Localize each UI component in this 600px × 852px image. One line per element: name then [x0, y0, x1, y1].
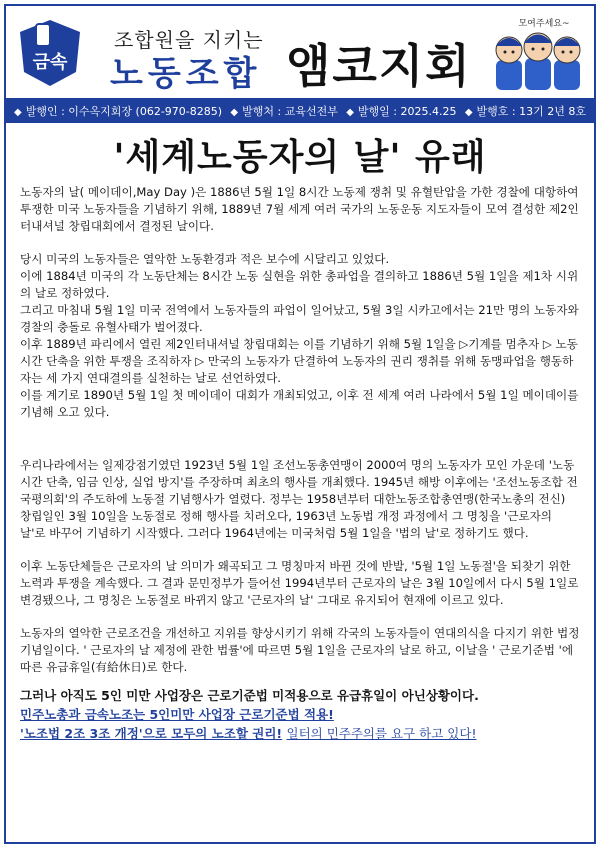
closing-line-3-plain: 일터의 민주주의를 요구 하고 있다! [286, 726, 477, 741]
publisher-info: ◆ 발행인 : 이수옥지회장 (062-970-8285) [14, 105, 223, 118]
paragraph-korea: 우리나라에서는 일제강점기였던 1923년 5월 1일 조선노동총연맹이 2000여 명의 노동자가 모인 가운데 '노동시간 단축, 임금 인상, 실업 방지'를 주장하며 최초의 행사를 개최했다. 1945년 해방 이후에는 '조선노동조합 전국평의회'의 주도하에 노동절 기념행사가 열렸다. 정부는 1958년부터 대한노동조합총연맹(한국노총의 전신) 창립일인 3월 10일을 노동절로 정해 행사를 치러오다, 1963년 노동법 개정 과정에서 그 명칭을 '근로자의 날'로 바꾸어 기념하기 시작했다. 그러다 1964년에는 미국처럼 5월 1일을 '법의 날'로 정하기도 했다. [20, 458, 578, 540]
paragraph-legal: 노동자의 열악한 근로조건을 개선하고 지위를 향상시키기 위해 각국의 노동자들이 연대의식을 다지기 위한 법정기념일이다. ' 근로자의 날 제정에 관한 법률'에 따르면 5월 1일을 근로자의 날로 하고, 이날을 ' 근로기준법 '에 따른 유급휴일(有給休日)로 한다. [20, 626, 580, 674]
mascot-caption: 모여주세요~ [518, 19, 570, 29]
article-title: '세계노동자의 날' 유래 [113, 137, 487, 178]
office-info: ◆ 발행처 : 교육선전부 [230, 105, 338, 118]
publication-info-bar [6, 99, 594, 123]
closing-line-2: 민주노총과 금속노조는 5인미만 사업장 근로기준법 적용! [20, 707, 334, 722]
diamond-icon: ◆ [464, 107, 473, 118]
logo-text: 금속 [32, 52, 68, 73]
paragraph-history-4: 이후 1889년 파리에서 열린 제2인터내셔널 창립대회는 이를 기념하기 위해 5월 1일을 ▷기계를 멈추자 ▷ 노동시간 단축을 위한 투쟁을 조직하자 ▷ 만국의 노동자가 단결하여 노동자의 권리 쟁취를 위해 동맹파업을 행동하자는 세 가지 연대결의를 실천하는 날로 선언하였다. [20, 337, 578, 385]
paragraph-history-3: 그리고 마침내 5월 1일 미국 전역에서 노동자들의 파업이 일어났고, 5월 3일 시카고에서는 21만 명의 노동자와 경찰의 충돌로 유혈사태가 벌어졌다. [20, 303, 579, 334]
date-info: ◆ 발행일 : 2025.4.25 [346, 105, 457, 118]
closing-line-3-bold: '노조법 2조 3조 개정'으로 모두의 노조할 권리! [20, 726, 283, 741]
closing-line-1: 그러나 아직도 5인 미만 사업장은 근로기준법 미적용으로 유급휴일이 아닌상황이다. [20, 688, 479, 703]
issue-info: ◆ 발행호 : 13기 2년 8호 [464, 105, 586, 118]
paragraph-history-2: 이에 1884년 미국의 각 노동단체는 8시간 노동 실현을 위한 총파업을 결의하고 1886년 5월 1일을 제1차 시위의 날로 정하였다. [20, 269, 579, 300]
diamond-icon: ◆ [346, 107, 354, 118]
newsletter-page [4, 4, 596, 844]
paragraph-history-5: 이를 계기로 1890년 5월 1일 첫 메이데이 대회가 개최되었고, 이후 전 세계 여러 나라에서 5월 1일 메이데이를 기념해 오고 있다. [20, 388, 579, 419]
diamond-icon: ◆ [230, 107, 239, 118]
union-branch-name: 앰코지회 [286, 39, 472, 93]
article-body [6, 184, 594, 743]
union-fist-logo [14, 16, 86, 90]
paragraph-origin: 노동자의 날( 메이데이,May Day )은 1886년 5월 1일 8시간 노동제 쟁취 및 유혈탄압을 가한 경찰에 대항하여 투쟁한 미국 노동자들을 기념하기 위해, 1889년 7월 세계 여러 국가의 노동운동 지도자들이 모여 결성한 제2인터내셔널 창립대회에서 결정된 날이다. [20, 185, 579, 233]
header-subtitle: 조합원을 지키는 [114, 28, 264, 52]
paragraph-history-1: 당시 미국의 노동자들은 열악한 노동환경과 적은 보수에 시달리고 있었다. [20, 252, 390, 266]
diamond-icon: ◆ [14, 107, 22, 118]
header-main-title: 노동조합 [110, 54, 262, 94]
closing-statement [20, 686, 580, 743]
mascot-illustration [488, 14, 588, 94]
newsletter-header [6, 6, 594, 99]
paragraph-struggle: 이후 노동단체들은 근로자의 날 의미가 왜곡되고 그 명칭마저 바뀐 것에 반발, '5월 1일 노동절'을 되찾기 위한 노력과 투쟁을 계속했다. 그 결과 문민정부가 들어선 1994년부터 근로자의 날은 3월 10일에서 다시 5월 1일로 변경됐으나, 그 명칭은 노동절로 바뀌지 않고 '근로자의 날' 그대로 유지되어 현재에 이르고 있다. [20, 559, 579, 607]
